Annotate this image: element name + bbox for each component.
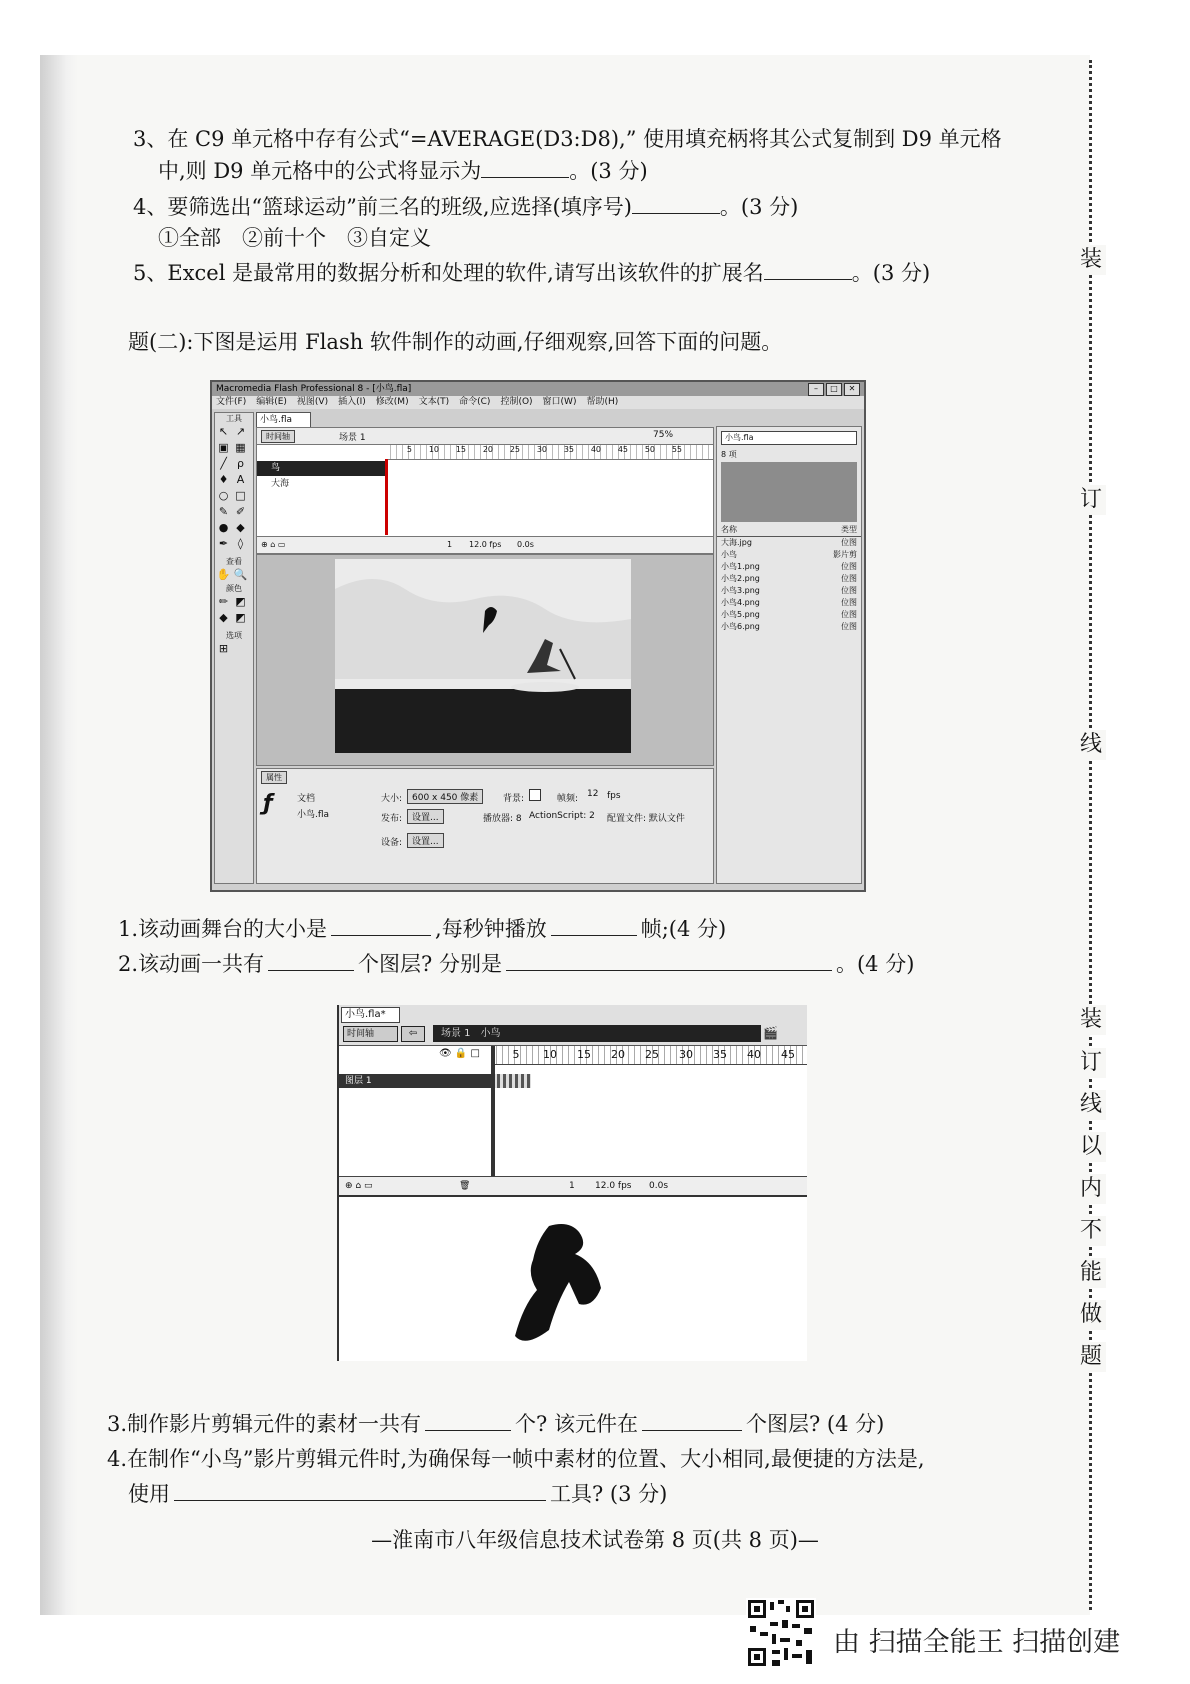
stroke-swatch[interactable]: ◩ xyxy=(235,595,246,608)
fps-unit: fps xyxy=(607,791,621,801)
layer-sea[interactable]: 大海 xyxy=(271,479,290,489)
scene-label: 场景 1 xyxy=(339,433,366,443)
paint-bucket-icon[interactable]: ◆ xyxy=(236,521,245,534)
oval-tool-icon[interactable]: ○ xyxy=(218,489,229,502)
line-tool-icon[interactable]: ╱ xyxy=(220,457,227,470)
frame-number: 40 xyxy=(747,1048,761,1061)
eraser-icon[interactable]: ◊ xyxy=(237,537,244,550)
pen-tool-icon[interactable]: ♦ xyxy=(218,473,229,486)
item-name: 小鸟4.png xyxy=(721,598,760,607)
document-tab[interactable]: 小鸟.fla* xyxy=(341,1007,400,1023)
layer-header-icons: 👁 🔒 □ xyxy=(439,1048,480,1059)
subselect-tool-icon[interactable]: ↗ xyxy=(235,425,246,438)
frame-number: 40 xyxy=(590,445,601,454)
elapsed-time: 0.0s xyxy=(649,1181,669,1191)
back-arrow-icon[interactable]: ⇦ xyxy=(401,1026,425,1042)
frame-numbers xyxy=(385,445,713,454)
tools-panel xyxy=(214,412,254,884)
q2-text: 2.该动画一共有 xyxy=(118,952,265,976)
raft xyxy=(511,682,579,692)
zoom-tool-icon[interactable]: 🔍 xyxy=(233,568,248,581)
library-item[interactable] xyxy=(717,573,861,585)
item-name: 小鸟2.png xyxy=(721,574,760,583)
flash-screenshot-main xyxy=(210,380,866,892)
stage[interactable] xyxy=(335,559,631,753)
symbol-toolbar xyxy=(339,1005,807,1046)
library-item[interactable] xyxy=(717,585,861,597)
frame-numbers xyxy=(499,1048,807,1061)
minimize-icon[interactable]: – xyxy=(808,383,824,396)
frame-number: 15 xyxy=(577,1048,591,1061)
bird-symbol-figure xyxy=(509,1220,629,1360)
frame-number: 10 xyxy=(543,1048,557,1061)
frame-number: 15 xyxy=(455,445,466,454)
fill-color-icon[interactable]: ◆ xyxy=(219,611,228,624)
question-3-line2 xyxy=(158,157,648,185)
current-frame: 1 xyxy=(569,1181,575,1191)
frame-number: 30 xyxy=(679,1048,693,1061)
answer-blank[interactable] xyxy=(425,1412,511,1431)
menu-view[interactable]: 视图(V) xyxy=(296,397,329,407)
flash-logo-icon: ƒ xyxy=(263,791,273,816)
window-controls xyxy=(808,383,860,396)
color-label: 颜色 xyxy=(226,584,242,593)
item-name: 小鸟 xyxy=(721,550,737,559)
binding-line xyxy=(1089,60,1092,1610)
question-4-score: 。(3 分) xyxy=(719,195,799,219)
hand-tool-icon[interactable]: ✋ xyxy=(216,568,231,581)
frame-number: 35 xyxy=(563,445,574,454)
qr-code-icon xyxy=(746,1598,816,1668)
question-q2 xyxy=(118,950,914,978)
question-3-line1: 3、在 C9 单元格中存有公式“=AVERAGE(D3:D8),” 使用填充柄将其公式复制到 D9 单元格 xyxy=(133,127,1002,151)
maximize-icon[interactable]: □ xyxy=(826,383,842,396)
item-name: 小鸟3.png xyxy=(721,586,760,595)
item-type: 位图 xyxy=(841,610,857,619)
device-label: 设备: xyxy=(381,838,403,848)
frame-number: 45 xyxy=(781,1048,795,1061)
close-icon[interactable]: ✕ xyxy=(844,383,860,396)
pencil-tool-icon[interactable]: ✎ xyxy=(218,505,229,518)
clouds xyxy=(335,579,631,679)
q3-score: 个图层? (4 分) xyxy=(745,1412,885,1436)
menu-modify[interactable]: 修改(M) xyxy=(375,397,409,407)
frame-rate: 12.0 fps xyxy=(595,1181,632,1191)
question-3-score: 。(3 分) xyxy=(569,159,648,183)
library-header xyxy=(717,524,861,537)
snap-icon[interactable]: ⊞ xyxy=(218,642,229,655)
item-name: 小鸟6.png xyxy=(721,622,760,631)
question-q4-line1: 4.在制作“小鸟”影片剪辑元件时,为确保每一帧中素材的位置、大小相同,最便捷的方法是, xyxy=(107,1447,925,1471)
item-type: 位图 xyxy=(841,586,857,595)
view-label: 查看 xyxy=(226,557,242,566)
answer-blank[interactable] xyxy=(642,1412,742,1431)
eyedropper-icon[interactable]: ✒ xyxy=(218,537,229,550)
item-type: 位图 xyxy=(841,538,857,547)
frame-number: 25 xyxy=(645,1048,659,1061)
stage-area xyxy=(256,554,714,766)
document-tab[interactable]: 小鸟.fla xyxy=(256,412,311,428)
margin-label: 订 xyxy=(1076,485,1106,515)
timeline xyxy=(256,444,714,554)
answer-blank[interactable] xyxy=(764,261,852,280)
frame-number: 55 xyxy=(671,445,682,454)
margin-label: 以 xyxy=(1076,1132,1106,1162)
device-settings-button[interactable]: 设置... xyxy=(407,833,444,848)
margin-label: 不 xyxy=(1076,1216,1106,1246)
answer-blank[interactable] xyxy=(506,952,832,971)
page-footer: —淮南市八年级信息技术试卷第 8 页(共 8 页)— xyxy=(371,1528,819,1552)
elapsed-time: 0.0s xyxy=(517,540,534,549)
answer-blank[interactable] xyxy=(331,917,431,936)
menu-window[interactable]: 窗口(W) xyxy=(542,397,577,407)
answer-blank[interactable] xyxy=(551,917,637,936)
margin-label: 题 xyxy=(1076,1342,1106,1372)
arrow-tool-icon[interactable]: ↖ xyxy=(218,425,229,438)
sea xyxy=(335,689,631,753)
keyframes[interactable] xyxy=(491,1074,531,1088)
fps-label: 帧频: xyxy=(557,794,579,804)
menu-help[interactable]: 帮助(H) xyxy=(586,397,619,407)
player-version: 播放器: 8 xyxy=(483,814,522,824)
item-name: 小鸟1.png xyxy=(721,562,760,571)
library-item[interactable] xyxy=(717,561,861,573)
q4-score: 工具? (3 分) xyxy=(550,1482,668,1506)
properties-panel xyxy=(256,768,714,884)
margin-label: 做 xyxy=(1076,1300,1106,1330)
frame-number: 20 xyxy=(482,445,493,454)
library-item[interactable] xyxy=(717,537,861,549)
menu-commands[interactable]: 命令(C) xyxy=(459,397,491,407)
size-button[interactable]: 600 x 450 像素 xyxy=(407,789,483,804)
library-panel xyxy=(716,426,862,884)
bg-swatch[interactable] xyxy=(529,789,541,801)
playhead[interactable] xyxy=(491,1046,495,1176)
lasso-tool-icon[interactable]: ρ xyxy=(237,457,244,470)
col-type[interactable]: 类型 xyxy=(841,525,857,534)
publish-settings-button[interactable]: 设置... xyxy=(407,809,444,824)
window-title: Macromedia Flash Professional 8 - [小鸟.fla] xyxy=(212,382,864,396)
item-name: 小鸟5.png xyxy=(721,610,760,619)
item-type: 影片剪 xyxy=(833,550,857,559)
stage-scene-svg xyxy=(335,559,631,753)
profile-label: 配置文件: 默认文件 xyxy=(607,814,685,824)
question-4-options: ①全部 ②前十个 ③自定义 xyxy=(158,226,431,250)
menu-file[interactable]: 文件(F) xyxy=(216,397,247,407)
margin-label: 能 xyxy=(1076,1258,1106,1288)
scan-shadow xyxy=(40,55,78,1615)
item-name: 大海.jpg xyxy=(721,538,752,547)
margin-label: 订 xyxy=(1076,1048,1106,1078)
library-preview xyxy=(721,462,857,522)
current-frame: 1 xyxy=(447,540,453,549)
library-count: 8 项 xyxy=(721,450,737,459)
zoom-value[interactable]: 75% xyxy=(653,430,674,440)
breadcrumb: 场景 1 小鸟 xyxy=(433,1025,761,1042)
question-5 xyxy=(133,259,930,287)
actionscript-version: ActionScript: 2 xyxy=(529,811,595,821)
answer-blank[interactable] xyxy=(174,1482,546,1501)
item-type: 位图 xyxy=(841,598,857,607)
tools-label: 工具 xyxy=(226,414,242,423)
frame-number: 35 xyxy=(713,1048,727,1061)
timeline-status xyxy=(339,1176,807,1195)
text-tool-icon[interactable]: A xyxy=(236,473,245,486)
library-dropdown[interactable]: 小鸟.fla xyxy=(721,431,857,445)
library-item[interactable] xyxy=(717,549,861,561)
library-item[interactable] xyxy=(717,597,861,609)
question-q4-line2 xyxy=(128,1480,667,1508)
frame-number: 5 xyxy=(406,445,412,454)
answer-blank[interactable] xyxy=(632,195,720,214)
menu-bar xyxy=(212,396,864,409)
flash-screenshot-symbol xyxy=(337,1005,807,1361)
publish-label: 发布: xyxy=(381,814,403,824)
q3-text-2: 个? 该元件在 xyxy=(515,1412,638,1436)
brush-tool-icon[interactable]: ✐ xyxy=(235,505,246,518)
q1-text-2: ,每秒钟播放 xyxy=(435,917,547,941)
question-4 xyxy=(133,193,798,221)
edit-scene-icon[interactable]: 🎬 xyxy=(763,1026,778,1040)
scene-bar xyxy=(256,427,714,445)
frame-number: 30 xyxy=(536,445,547,454)
frame-rate: 12.0 fps xyxy=(469,540,502,549)
stroke-color-icon[interactable]: ✏ xyxy=(218,595,229,608)
frame-number: 5 xyxy=(512,1048,520,1061)
col-name[interactable]: 名称 xyxy=(721,525,737,534)
question-3-text: 中,则 D9 单元格中的公式将显示为 xyxy=(158,159,482,183)
margin-label: 线 xyxy=(1076,1090,1106,1120)
margin-label: 线 xyxy=(1076,730,1106,760)
answer-blank[interactable] xyxy=(268,952,354,971)
delete-layer-icon[interactable]: 🗑 xyxy=(459,1181,471,1191)
fill-swatch[interactable]: ◩ xyxy=(235,611,246,624)
q1-text: 1.该动画舞台的大小是 xyxy=(118,917,328,941)
menu-edit[interactable]: 编辑(E) xyxy=(256,397,287,407)
item-type: 位图 xyxy=(841,574,857,583)
q2-text-2: 个图层? 分别是 xyxy=(358,952,502,976)
question-5-score: 。(3 分) xyxy=(851,261,931,285)
layer-bird[interactable]: 鸟 xyxy=(257,461,385,476)
question-q3 xyxy=(107,1410,884,1438)
timeline-button[interactable]: 时间轴 xyxy=(261,430,295,443)
playhead[interactable] xyxy=(385,459,388,535)
margin-label: 装 xyxy=(1076,245,1106,275)
margin-label: 内 xyxy=(1076,1174,1106,1204)
section-title: 题(二):下图是运用 Flash 软件制作的动画,仔细观察,回答下面的问题。 xyxy=(128,330,783,354)
library-item[interactable] xyxy=(717,621,861,633)
size-label: 大小: xyxy=(381,794,403,804)
frame-number: 25 xyxy=(509,445,520,454)
menu-control[interactable]: 控制(O) xyxy=(500,397,533,407)
doc-label: 文档 xyxy=(297,794,316,804)
rect-tool-icon[interactable]: □ xyxy=(235,489,246,502)
question-4-text: 4、要筛选出“篮球运动”前三名的班级,应选择(填序号) xyxy=(133,195,632,219)
free-transform-icon[interactable]: ▣ xyxy=(218,441,229,454)
add-layer-icon[interactable]: ⊕ ⌂ ▭ xyxy=(345,1181,373,1191)
add-layer-icon[interactable]: ⊕ ⌂ ▭ xyxy=(261,540,286,549)
layer-1[interactable]: 图层 1 xyxy=(339,1074,497,1088)
item-type: 位图 xyxy=(841,562,857,571)
q2-score: 。(4 分) xyxy=(835,952,915,976)
symbol-timeline xyxy=(339,1046,807,1197)
library-item[interactable] xyxy=(717,609,861,621)
scanner-watermark: 由 扫描全能王 扫描创建 xyxy=(833,1627,1121,1658)
menu-insert[interactable]: 插入(I) xyxy=(338,397,366,407)
fps-value[interactable]: 12 xyxy=(587,789,599,799)
frame-number: 45 xyxy=(617,445,628,454)
timeline-button[interactable]: 时间轴 xyxy=(343,1026,398,1042)
doc-name: 小鸟.fla xyxy=(297,810,330,820)
q1-score: 帧;(4 分) xyxy=(640,917,727,941)
menu-text[interactable]: 文本(T) xyxy=(418,397,450,407)
question-5-text: 5、Excel 是最常用的数据分析和处理的软件,请写出该软件的扩展名 xyxy=(133,261,764,285)
properties-tab[interactable]: 属性 xyxy=(261,771,287,784)
margin-label: 装 xyxy=(1076,1005,1106,1035)
item-type: 位图 xyxy=(841,622,857,631)
options-label: 选项 xyxy=(226,631,242,640)
frame-number: 20 xyxy=(611,1048,625,1061)
question-q1 xyxy=(118,915,726,943)
q3-text: 3.制作影片剪辑元件的素材一共有 xyxy=(107,1412,422,1436)
timeline-status xyxy=(257,536,713,553)
frame-number: 10 xyxy=(428,445,439,454)
ink-bottle-icon[interactable]: ● xyxy=(218,521,229,534)
q4-text: 使用 xyxy=(128,1482,170,1506)
bird-shape xyxy=(515,1224,601,1341)
bg-label: 背景: xyxy=(503,794,525,804)
frame-number: 50 xyxy=(644,445,655,454)
fill-transform-icon[interactable]: ▦ xyxy=(235,441,246,454)
answer-blank[interactable] xyxy=(481,159,569,178)
